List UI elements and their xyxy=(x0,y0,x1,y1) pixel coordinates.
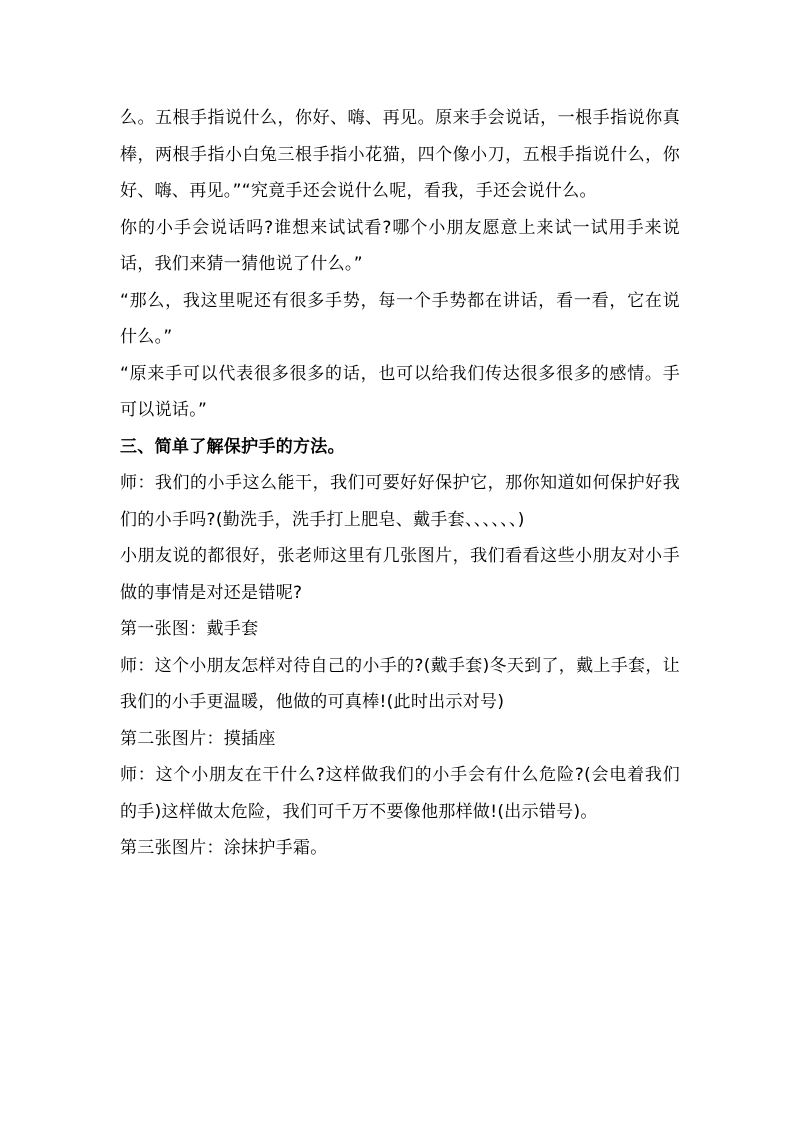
paragraph-picture-2: 师：这个小朋友在干什么?这样做我们的小手会有什么危险?(会电着我们的手)这样做太危险，我们可千万不要像他那样做!(出示错号)。 xyxy=(120,765,680,822)
paragraph-1: 么。五根手指说什么，你好、嗨、再见。原来手会说话，一根手指说你真棒，两根手指小白兔三根手指小花猫，四个像小刀，五根手指说什么，你好、嗨、再见。”“究竟手还会说什么呢，看我，手还会说什么。 xyxy=(120,108,680,201)
picture-1-label: 第一张图：戴手套 xyxy=(120,619,259,639)
paragraph-picture-1: 师：这个小朋友怎样对待自己的小手的?(戴手套)冬天到了，戴上手套，让我们的小手更温暖，他做的可真棒!(此时出示对号) xyxy=(120,655,680,712)
section-heading-3: 三、简单了解保护手的方法。 xyxy=(120,436,345,457)
paragraph-teacher-question: 师：我们的小手这么能干，我们可要好好保护它，那你知道如何保护好我们的小手吗?(勤洗手，洗手打上肥皂、戴手套、、、、、、) xyxy=(120,473,680,530)
paragraph-3: “那么，我这里呢还有很多手势，每一个手势都在讲话，看一看，它在说什么。” xyxy=(120,290,680,347)
picture-3-label: 第三张图片：涂抹护手霜。 xyxy=(120,838,328,858)
document-body xyxy=(120,100,680,867)
paragraph-2: 你的小手会说话吗?谁想来试试看?哪个小朋友愿意上来试一试用手来说话，我们来猜一猜他说了什么。” xyxy=(120,217,680,274)
paragraph-4: “原来手可以代表很多很多的话，也可以给我们传达很多很多的感情。手可以说话。” xyxy=(120,363,680,420)
paragraph-pictures-intro: 小朋友说的都很好，张老师这里有几张图片，我们看看这些小朋友对小手做的事情是对还是错呢? xyxy=(120,546,680,603)
picture-2-label: 第二张图片：摸插座 xyxy=(120,728,276,749)
